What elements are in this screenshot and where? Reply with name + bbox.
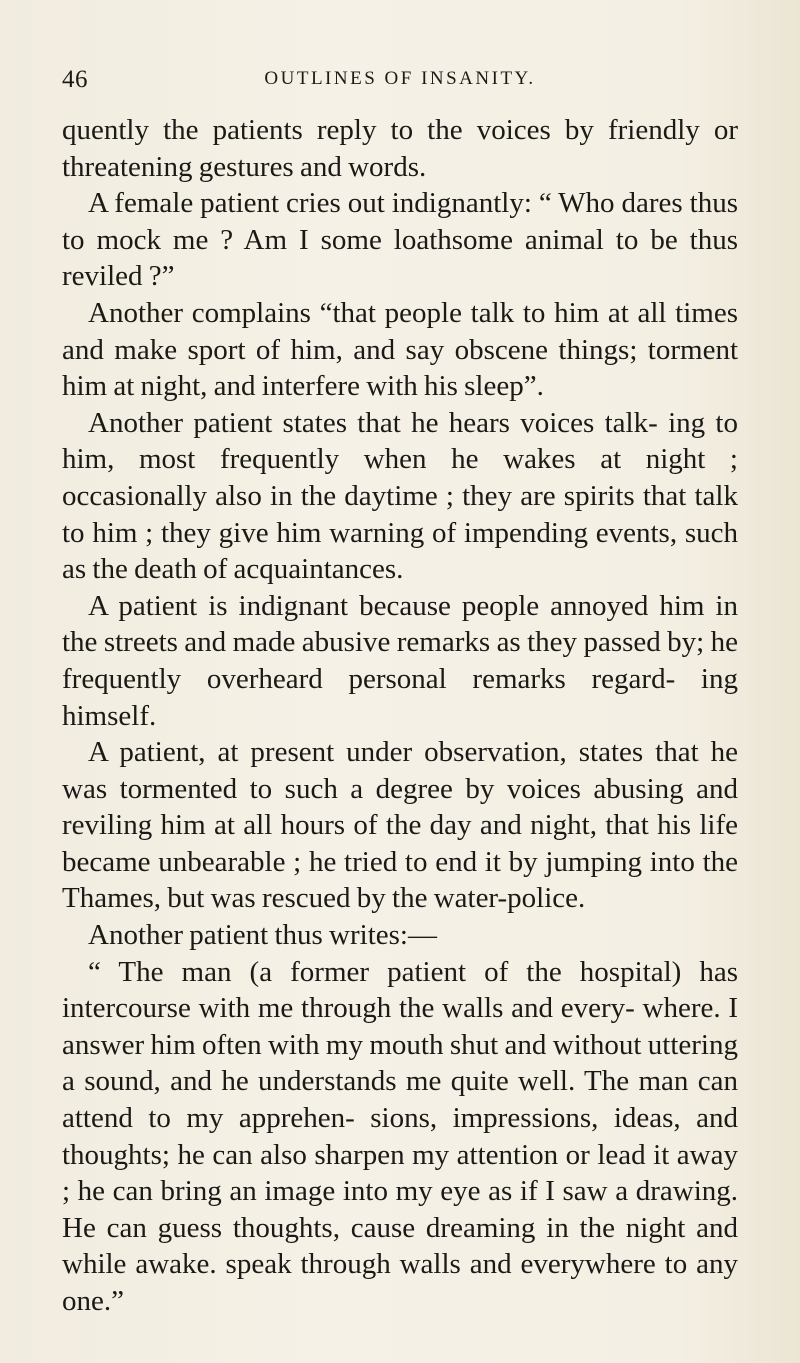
paragraph-quotation: “ The man (a former patient of the hospital) has intercourse with me through the walls and every- where. I answer him often with my mouth shut and without uttering a sound, and he understands me quite well. The man can attend to my apprehen- sions, impressions, ideas, and thoughts; he can also sharpen my attention or lead it away ; he can bring an image into my eye as if I saw a drawing. He can guess thoughts, cause dreaming in the night and while awake. speak through walls and everywhere to any one.” [62,955,738,1317]
body-text [62,112,738,1320]
paragraph-hears-voices: Another patient states that he hears voices talk- ing to him, most frequently when he wakes at night ; occasionally also in the daytime ; they are spirits that talk to him ; they give him warning of impending events, such as the death of acquaintances. [62,406,738,586]
paragraph-female-patient: A female patient cries out indignantly: “ Who dares thus to mock me ? Am I some loathsome animal to be thus reviled ?” [62,187,738,293]
paragraph-continuation: quently the patients reply to the voices by friendly or threatening gestures and words. [62,114,738,183]
page-header [62,66,738,96]
paragraph-under-observation: A patient, at present under observation, states that he was tormented to such a degree by voices abusing and reviling him at all hours of the day and night, that his life became unbearable ; he tried to end it by jumping into the Thames, but was rescued by the water-police. [62,736,738,915]
paragraph-another-complains: Another complains “that people talk to him at all times and make sport of him, and say obscene things; torment him at night, and interfere with his sleep”. [62,296,738,403]
page-number: 46 [62,66,88,93]
running-title: OUTLINES OF INSANITY. [264,68,536,89]
paragraph-patient-writes: Another patient thus writes:— [88,919,437,952]
paragraph-indignant-patient: A patient is indignant because people annoyed him in the streets and made abusive remarks as they passed by; he frequently overheard personal remarks regard- ing himself. [62,589,738,732]
